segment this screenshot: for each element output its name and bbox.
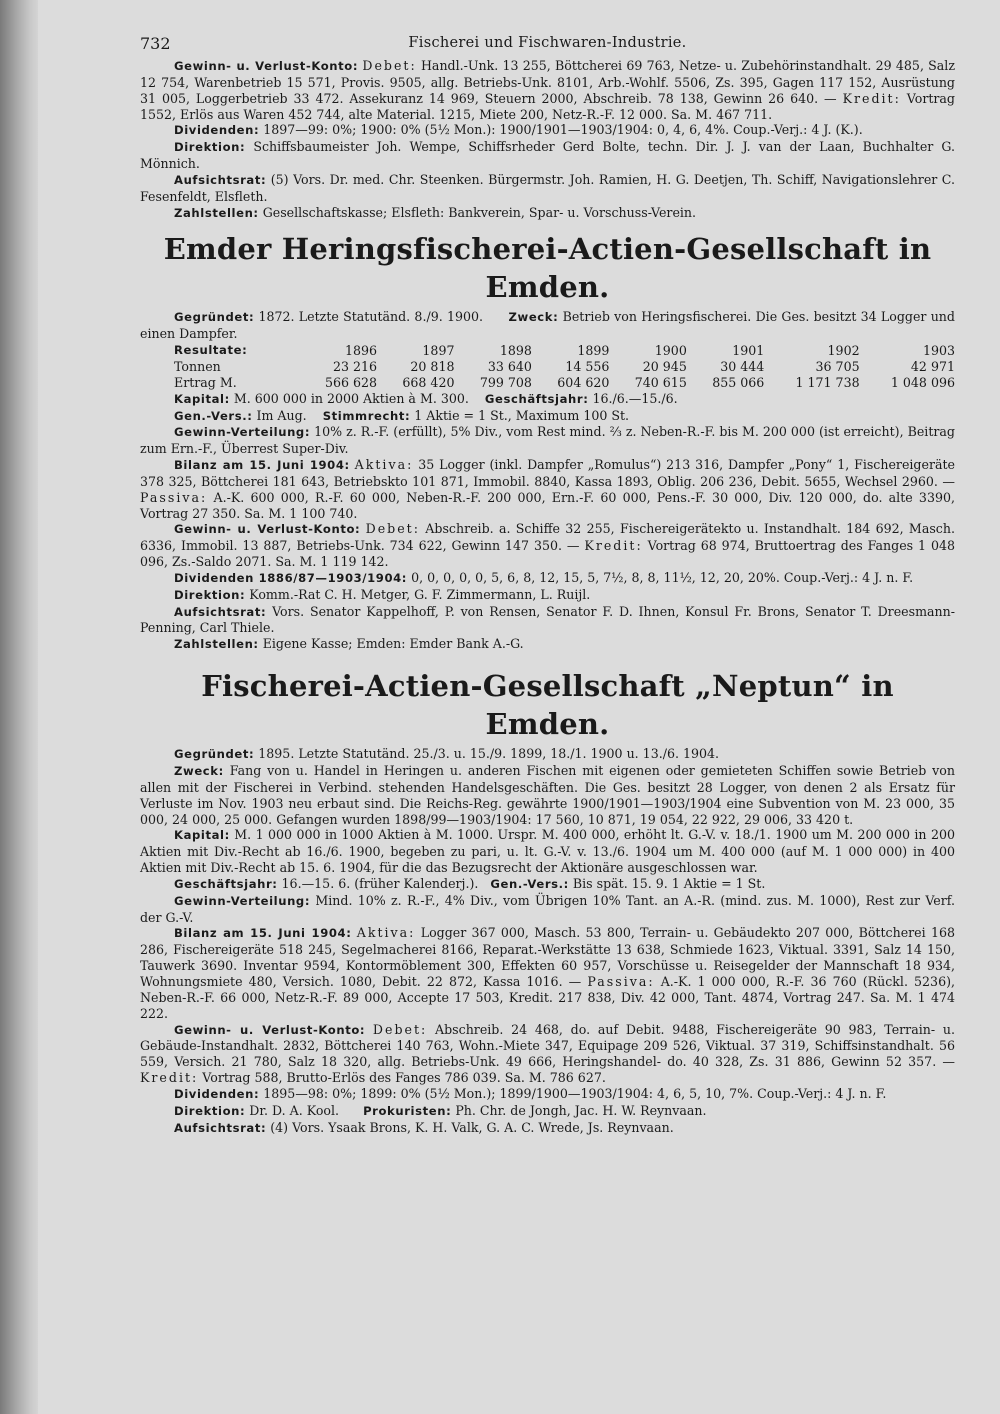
- paying-agents-paragraph: Zahlstellen: Gesellschaftskasse; Elsfleth: Bankverein, Spar- u. Vorschuss-Verein.: [174, 204, 697, 220]
- section-emder: [140, 309, 955, 653]
- founded-paragraph: Gegründet: 1895. Letzte Statutänd. 25./3. u. 15./9. 1899, 18./1. 1900 u. 13./6. 1904.: [174, 746, 720, 762]
- general-meeting-paragraph: Gen.-Vers.: Im Aug. Stimmrecht: 1 Aktie = 1 St., Maximum 100 St.: [174, 407, 630, 423]
- results-table: [140, 342, 955, 391]
- page-number: 732: [140, 34, 171, 53]
- direction-paragraph: Direktion: Schiffsbaumeister Joh. Wempe, Schiffsrheder Gerd Bolte, techn. Dir. J. J. van der Laan, Buchhalter G. Mönnich.: [140, 139, 955, 172]
- book-binding-shadow: [0, 0, 38, 1414]
- paying-agents-paragraph: Zahlstellen: Eigene Kasse; Emden: Emder Bank A.-G.: [174, 636, 524, 652]
- guv-paragraph: Gewinn- u. Verlust-Konto: Debet: Handl.-Unk. 13 255, Böttcherei 69 763, Netze- u. Zubehörinstandhalt. 29 485, Salz 12 754, Warenbetrieb 15 571, Provis. 9505, allg. Betriebs-Unk. 8101, Arb.-Wohlf. 5506, Zs. 395, Gagen 117 152, Ausrüstung 31 005, Loggerbetrieb 33 472. Assekuranz 14 969, Steuern 2000, Abschreib. 78 138, Gewinn 26 640. — Kredit: Vortrag 1552, Erlös aus Waren 452 744, alte Material. 1215, Miete 200, Netz-R.-F. 12 000. Sa. M. 467 711.: [140, 58, 955, 122]
- dividends-paragraph: Dividenden 1886/87—1903/1904: 0, 0, 0, 0, 0, 5, 6, 8, 12, 15, 5, 7½, 8, 8, 11½, 12, 20, 20%. Coup.-Verj.: 4 J. n. F.: [174, 569, 914, 585]
- supervisory-board-paragraph: Aufsichtsrat: (5) Vors. Dr. med. Chr. Steenken. Bürgermstr. Joh. Ramien, H. G. Deetjen, Th. Schiff, Navigationslehrer C. Fesenfeldt, Elsfleth.: [140, 171, 955, 204]
- section-neptun: [140, 746, 955, 1136]
- results-year-row: Resultate: 1896 1897 1898 1899 1900 1901 1902 1903: [174, 342, 955, 358]
- profit-distribution-paragraph: Gewinn-Verteilung: 10% z. R.-F. (erfüllt), 5% Div., vom Rest mind. ⅔ z. Neben-R.-F. bis M. 200 000 (ist erreicht), Beitrag zum Ern.-F., Überrest Super-Div.: [140, 424, 955, 457]
- document-page: [140, 30, 955, 1136]
- section-continuation: [140, 58, 955, 221]
- founded-paragraph: Gegründet: 1872. Letzte Statutänd. 8./9. 1900. Zweck: Betrieb von Heringsfischerei. Die Ges. besitzt 34 Logger und einen Dampfer.: [140, 309, 955, 342]
- direction-paragraph: Direktion: Dr. D. A. Kool. Prokuristen: Ph. Chr. de Jongh, Jac. H. W. Reynvaan.: [174, 1102, 707, 1118]
- guv-paragraph: Gewinn- u. Verlust-Konto: Debet: Abschreib. 24 468, do. auf Debit. 9488, Fischereigeräte 90 983, Terrain- u. Gebäude-Instandhalt. 2832, Böttcherei 140 763, Wohn.-Miete 347, Equipage 209 526, Viktual. 37 319, Schiffsinstandhalt. 56 559, Versich. 21 780, Salz 18 320, allg. Betriebs-Unk. 49 666, Heringshandel- do. 40 328, Zs. 31 886, Gewinn 52 357. — Kredit: Vortrag 588, Brutto-Erlös des Fanges 786 039. Sa. M. 786 627.: [140, 1021, 955, 1086]
- fiscal-year-paragraph: Geschäftsjahr: 16.—15. 6. (früher Kalenderj.). Gen.-Vers.: Bis spät. 15. 9. 1 Aktie = 1 St.: [174, 875, 766, 891]
- company-title-emder: Emder Heringsfischerei-Actien-Gesellschaft in Emden.: [163, 232, 932, 305]
- capital-paragraph: Kapital: M. 600 000 in 2000 Aktien à M. 300. Geschäftsjahr: 16./6.—15./6.: [174, 390, 678, 406]
- capital-paragraph: Kapital: M. 1 000 000 in 1000 Aktien à M. 1000. Urspr. M. 400 000, erhöht lt. G.-V. v. 18./1. 1900 um M. 200 000 in 200 Aktien mit Div.-Recht ab 16./6. 1900, begeben zu pari, u. lt. G.-V. v. 13./6. 1904 um M. 400 000 (auf M. 1 000 000) in 400 Aktien mit Div.-Recht ab 15. 6. 1904, für die das Bezugsrecht der Aktionäre ausgeschlossen war.: [140, 827, 955, 876]
- running-head: [140, 30, 955, 58]
- guv-paragraph: Gewinn- u. Verlust-Konto: Debet: Abschreib. a. Schiffe 32 255, Fischereigerätekto u. Instandhalt. 184 692, Masch. 6336, Immobil. 13 887, Betriebs-Unk. 734 622, Gewinn 147 350. — Kredit: Vortrag 68 974, Bruttoertrag des Fanges 1 048 096, Zs.-Saldo 2071. Sa. M. 1 119 142.: [140, 521, 955, 570]
- purpose-paragraph: Zweck: Fang von u. Handel in Heringen u. anderen Fischen mit eigenen oder gemieteten Schiffen sowie Betrieb von allen mit der Fischerei in Verbind. stehenden Handelsgeschäften. Die Ges. besitzt 28 Logger, von denen 2 als Ersatz für Verluste im Nov. 1903 neu erbaut sind. Die Reichs-Reg. gewährte 1900/1901—1903/1904 eine Subvention von M. 23 000, 35 000, 24 000, 25 000. Gefangen wurden 1898/99—1903/1904: 17 560, 10 871, 19 054, 22 922, 29 006, 33 420 t.: [140, 763, 955, 827]
- direction-paragraph: Direktion: Komm.-Rat C. H. Metger, G. F. Zimmermann, L. Ruijl.: [174, 586, 591, 602]
- supervisory-board-paragraph: Aufsichtsrat: (4) Vors. Ysaak Brons, K. H. Valk, G. A. C. Wrede, Js. Reynvaan.: [174, 1119, 674, 1135]
- results-ertrag-row: Ertrag M. 566 628 668 420 799 708 604 620 740 615 855 066 1 171 738 1 048 096: [174, 374, 955, 390]
- running-title: Fischerei und Fischwaren-Industrie.: [408, 35, 687, 51]
- supervisory-board-paragraph: Aufsichtsrat: Vors. Senator Kappelhoff, P. von Rensen, Senator F. D. Ihnen, Konsul Fr. Brons, Senator T. Dreesmann-Penning, Carl Thiele.: [140, 603, 955, 636]
- results-tonnen-row: Tonnen 23 216 20 818 33 640 14 556 20 945 30 444 36 705 42 971: [174, 358, 955, 374]
- balance-sheet-paragraph: Bilanz am 15. Juni 1904: Aktiva: Logger 367 000, Masch. 53 800, Terrain- u. Gebäudekto 207 000, Böttcherei 168 286, Fischereigeräte 518 245, Segelmacherei 8166, Reparat.-Werkstätte 13 638, Schmiede 1623, Viktual. 3391, Salz 14 150, Tauwerk 3690. Inventar 9594, Kontormöblement 300, Effekten 60 957, Vorschüsse u. Reisegelder der Mannschaft 18 934, Wohnungsmiete 480, Versich. 1080, Debit. 22 872, Kassa 1016. — Passiva: A.-K. 1 000 000, R.-F. 36 760 (Rückl. 5236), Neben-R.-F. 66 000, Netz-R.-F. 89 000, Accepte 17 503, Kredit. 217 838, Div. 42 000, Tant. 4874, Vortrag 247. Sa. M. 1 474 222.: [140, 925, 955, 1021]
- dividends-paragraph: Dividenden: 1895—98: 0%; 1899: 0% (5½ Mon.); 1899/1900—1903/1904: 4, 6, 5, 10, 7%. Coup.-Verj.: 4 J. n. F.: [174, 1085, 887, 1101]
- profit-distribution-paragraph: Gewinn-Verteilung: Mind. 10% z. R.-F., 4% Div., vom Übrigen 10% Tant. an A.-R. (mind. zus. M. 1000), Rest zur Verf. der G.-V.: [140, 892, 955, 925]
- dividends-paragraph: Dividenden: 1897—99: 0%; 1900: 0% (5½ Mon.): 1900/1901—1903/1904: 0, 4, 6, 4%. Coup.-Verj.: 4 J. (K.).: [174, 122, 863, 138]
- balance-sheet-paragraph: Bilanz am 15. Juni 1904: Aktiva: 35 Logger (inkl. Dampfer „Romulus“) 213 316, Dampfer „Pony“ 1, Fischereigeräte 378 325, Böttcherei 181 643, Betriebskto 101 871, Immobil. 8840, Kassa 1893, Oblig. 206 236, Debit. 5655, Wechsel 2960. — Passiva: A.-K. 600 000, R.-F. 60 000, Neben-R.-F. 200 000, Ern.-F. 60 000, Pens.-F. 30 000, Div. 120 000, do. alte 3390, Vortrag 27 350. Sa. M. 1 100 740.: [140, 457, 955, 521]
- company-title-neptun: Fischerei-Actien-Gesellschaft „Neptun“ in Emden.: [201, 669, 894, 742]
